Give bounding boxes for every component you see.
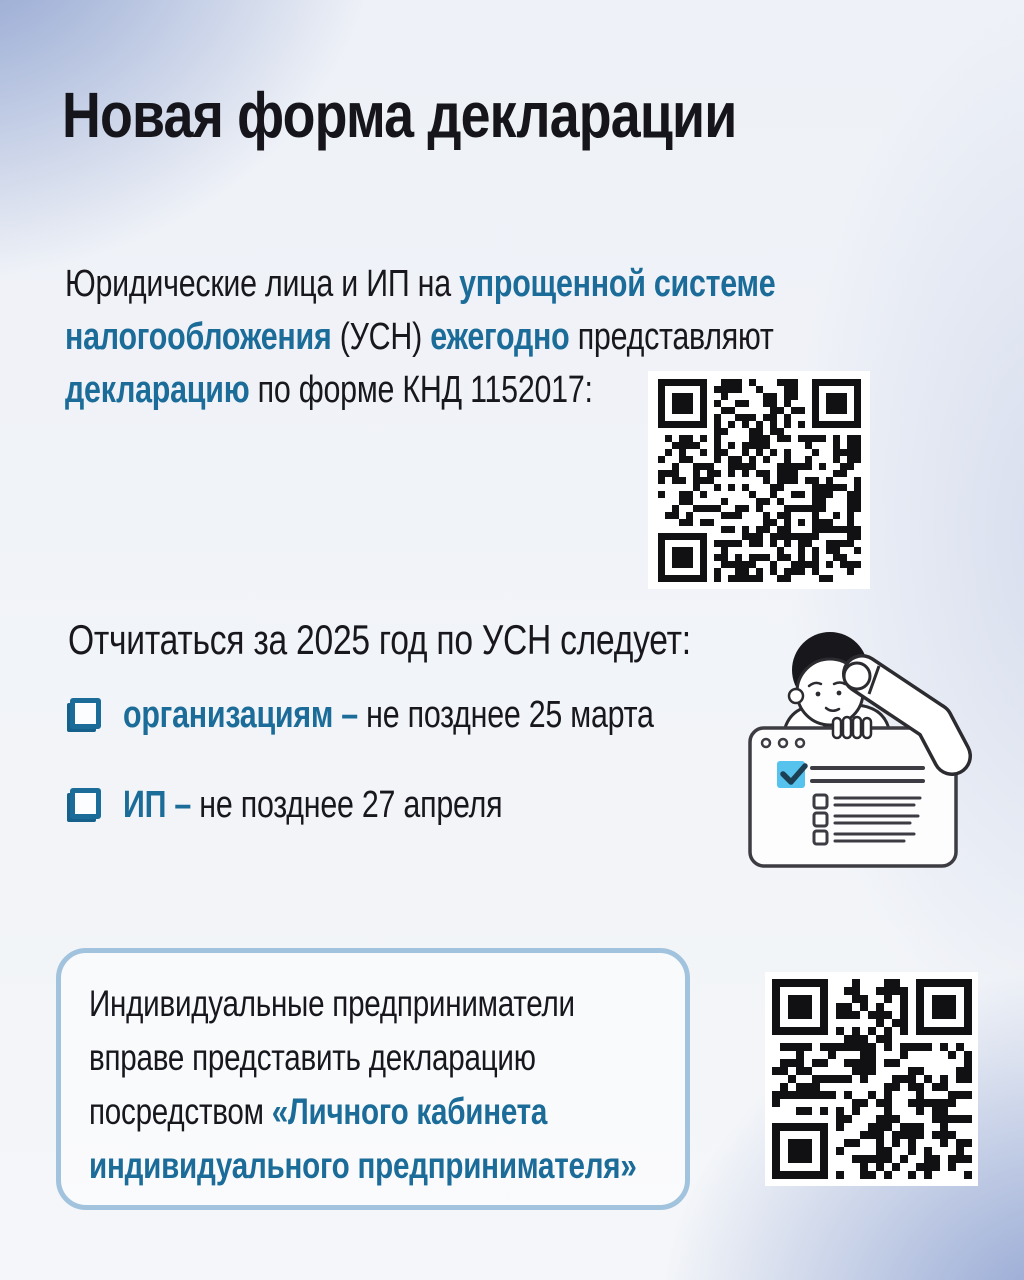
intro-highlight: налогообложения	[65, 316, 332, 358]
note-line: вправе представить декларацию	[89, 1037, 536, 1078]
deadline-item-entrepreneurs	[66, 782, 597, 828]
intro-text: представляют	[569, 316, 774, 358]
qr-code-personal-account	[765, 972, 978, 1186]
note-highlight: «Личного кабинета	[271, 1091, 548, 1132]
deadline-date: не позднее 25 марта	[357, 694, 654, 736]
note-text	[89, 977, 637, 1193]
note-line: посредством	[89, 1091, 272, 1132]
checkbox-icon	[70, 788, 101, 819]
deadline-item-organizations	[66, 692, 786, 738]
qr-code-icon	[772, 979, 972, 1179]
intro-text: Юридические лица и ИП на	[65, 263, 460, 305]
note-highlight: индивидуального предпринимателя»	[89, 1145, 637, 1186]
page-title: Новая форма декларации	[62, 79, 737, 151]
deadline-item-text	[123, 692, 654, 738]
deadline-date: не позднее 27 апреля	[191, 784, 503, 826]
intro-highlight: ежегодно	[430, 316, 570, 358]
person-checklist-illustration	[738, 610, 988, 870]
intro-text: по форме КНД 1152017:	[249, 369, 593, 411]
qr-code-declaration-form	[648, 371, 870, 589]
intro-highlight: упрощенной системе	[459, 263, 776, 305]
deadline-term: организациям –	[123, 694, 358, 736]
intro-text: (УСН)	[331, 316, 431, 358]
qr-code-icon	[658, 379, 861, 582]
checkbox-icon	[70, 698, 101, 729]
deadline-term: ИП –	[123, 784, 192, 826]
deadlines-heading: Отчитаться за 2025 год по УСН следует:	[68, 616, 691, 663]
note-box	[56, 948, 690, 1210]
note-line: Индивидуальные предприниматели	[89, 983, 575, 1024]
deadline-item-text	[123, 782, 502, 828]
intro-highlight: декларацию	[65, 369, 250, 411]
